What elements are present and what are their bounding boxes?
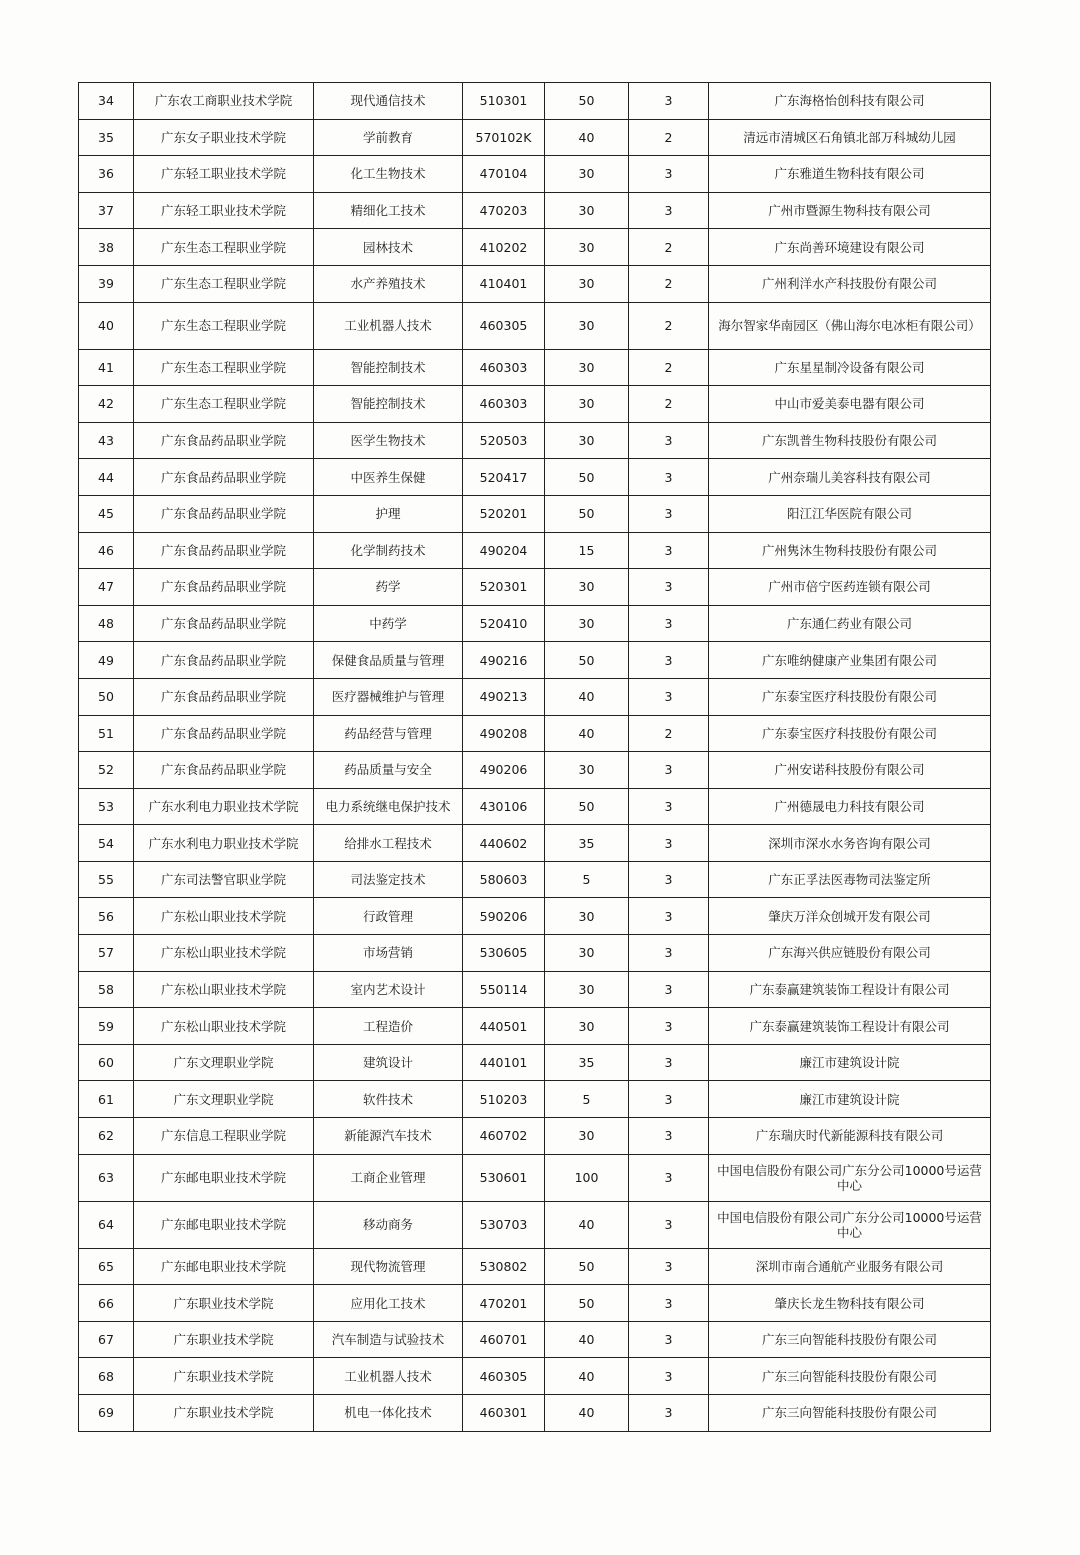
major-cell: 软件技术 xyxy=(314,1081,463,1118)
major-cell: 建筑设计 xyxy=(314,1044,463,1081)
enterprise-cell: 广东泰赢建筑装饰工程设计有限公司 xyxy=(709,971,991,1008)
duration-years-cell: 3 xyxy=(629,642,709,679)
row-number-cell: 42 xyxy=(79,386,134,423)
major-cell: 化学制药技术 xyxy=(314,532,463,569)
school-cell: 广东松山职业技术学院 xyxy=(134,1008,314,1045)
row-number-cell: 56 xyxy=(79,898,134,935)
enrollment-table xyxy=(78,82,991,1432)
major-cell: 药品质量与安全 xyxy=(314,752,463,789)
enrollment-count-cell: 30 xyxy=(545,1008,629,1045)
major-code-cell: 530601 xyxy=(463,1154,545,1201)
table-row xyxy=(79,1044,991,1081)
enterprise-cell: 深圳市南合通航产业服务有限公司 xyxy=(709,1248,991,1285)
table-row xyxy=(79,229,991,266)
major-cell: 智能控制技术 xyxy=(314,349,463,386)
major-code-cell: 460305 xyxy=(463,1358,545,1395)
duration-years-cell: 2 xyxy=(629,302,709,349)
school-cell: 广东食品药品职业学院 xyxy=(134,752,314,789)
major-cell: 园林技术 xyxy=(314,229,463,266)
table-row xyxy=(79,715,991,752)
duration-years-cell: 2 xyxy=(629,349,709,386)
table-row xyxy=(79,642,991,679)
major-cell: 中药学 xyxy=(314,605,463,642)
row-number-cell: 41 xyxy=(79,349,134,386)
major-cell: 水产养殖技术 xyxy=(314,265,463,302)
row-number-cell: 35 xyxy=(79,119,134,156)
major-code-cell: 490204 xyxy=(463,532,545,569)
duration-years-cell: 3 xyxy=(629,1248,709,1285)
enrollment-count-cell: 30 xyxy=(545,752,629,789)
row-number-cell: 48 xyxy=(79,605,134,642)
major-code-cell: 440501 xyxy=(463,1008,545,1045)
table-row xyxy=(79,422,991,459)
enrollment-count-cell: 50 xyxy=(545,459,629,496)
row-number-cell: 68 xyxy=(79,1358,134,1395)
duration-years-cell: 3 xyxy=(629,605,709,642)
row-number-cell: 51 xyxy=(79,715,134,752)
enrollment-count-cell: 30 xyxy=(545,349,629,386)
school-cell: 广东邮电职业技术学院 xyxy=(134,1154,314,1201)
enrollment-count-cell: 40 xyxy=(545,1201,629,1248)
school-cell: 广东松山职业技术学院 xyxy=(134,935,314,972)
enterprise-cell: 广东正孚法医毒物司法鉴定所 xyxy=(709,861,991,898)
major-code-cell: 520410 xyxy=(463,605,545,642)
row-number-cell: 50 xyxy=(79,678,134,715)
enrollment-count-cell: 50 xyxy=(545,83,629,120)
major-cell: 学前教育 xyxy=(314,119,463,156)
table-row xyxy=(79,532,991,569)
table-row xyxy=(79,1154,991,1201)
major-code-cell: 440101 xyxy=(463,1044,545,1081)
table-row xyxy=(79,1201,991,1248)
duration-years-cell: 3 xyxy=(629,569,709,606)
major-code-cell: 460702 xyxy=(463,1118,545,1155)
major-cell: 化工生物技术 xyxy=(314,156,463,193)
enrollment-count-cell: 30 xyxy=(545,302,629,349)
school-cell: 广东松山职业技术学院 xyxy=(134,898,314,935)
duration-years-cell: 2 xyxy=(629,386,709,423)
major-cell: 智能控制技术 xyxy=(314,386,463,423)
major-cell: 工业机器人技术 xyxy=(314,1358,463,1395)
school-cell: 广东松山职业技术学院 xyxy=(134,971,314,1008)
row-number-cell: 59 xyxy=(79,1008,134,1045)
duration-years-cell: 3 xyxy=(629,1358,709,1395)
table-row xyxy=(79,119,991,156)
enrollment-count-cell: 15 xyxy=(545,532,629,569)
school-cell: 广东轻工职业技术学院 xyxy=(134,192,314,229)
duration-years-cell: 3 xyxy=(629,83,709,120)
enterprise-cell: 海尔智家华南园区（佛山海尔电冰柜有限公司） xyxy=(709,302,991,349)
table-row xyxy=(79,1358,991,1395)
enrollment-count-cell: 5 xyxy=(545,861,629,898)
enterprise-cell: 广州安诺科技股份有限公司 xyxy=(709,752,991,789)
table-row xyxy=(79,1008,991,1045)
school-cell: 广东生态工程职业学院 xyxy=(134,386,314,423)
major-code-cell: 440602 xyxy=(463,825,545,862)
school-cell: 广东生态工程职业学院 xyxy=(134,349,314,386)
major-code-cell: 520503 xyxy=(463,422,545,459)
table-row xyxy=(79,788,991,825)
enrollment-count-cell: 30 xyxy=(545,971,629,1008)
table-row xyxy=(79,678,991,715)
school-cell: 广东职业技术学院 xyxy=(134,1358,314,1395)
table-row xyxy=(79,1395,991,1432)
table-row xyxy=(79,898,991,935)
table-row xyxy=(79,83,991,120)
enterprise-cell: 广东通仁药业有限公司 xyxy=(709,605,991,642)
enterprise-cell: 广州隽沐生物科技股份有限公司 xyxy=(709,532,991,569)
duration-years-cell: 3 xyxy=(629,788,709,825)
major-cell: 移动商务 xyxy=(314,1201,463,1248)
school-cell: 广东轻工职业技术学院 xyxy=(134,156,314,193)
enrollment-count-cell: 40 xyxy=(545,1395,629,1432)
school-cell: 广东职业技术学院 xyxy=(134,1285,314,1322)
major-cell: 给排水工程技术 xyxy=(314,825,463,862)
duration-years-cell: 3 xyxy=(629,971,709,1008)
duration-years-cell: 3 xyxy=(629,935,709,972)
major-code-cell: 410202 xyxy=(463,229,545,266)
enterprise-cell: 广东三向智能科技股份有限公司 xyxy=(709,1358,991,1395)
enterprise-cell: 肇庆万洋众创城开发有限公司 xyxy=(709,898,991,935)
table-row xyxy=(79,1321,991,1358)
major-code-cell: 460301 xyxy=(463,1395,545,1432)
enterprise-cell: 广东海兴供应链股份有限公司 xyxy=(709,935,991,972)
enrollment-count-cell: 30 xyxy=(545,229,629,266)
school-cell: 广东食品药品职业学院 xyxy=(134,459,314,496)
enterprise-cell: 广东三向智能科技股份有限公司 xyxy=(709,1395,991,1432)
school-cell: 广东食品药品职业学院 xyxy=(134,715,314,752)
enterprise-cell: 广州利洋水产科技股份有限公司 xyxy=(709,265,991,302)
table-row xyxy=(79,1081,991,1118)
duration-years-cell: 3 xyxy=(629,1044,709,1081)
enrollment-count-cell: 35 xyxy=(545,1044,629,1081)
major-cell: 室内艺术设计 xyxy=(314,971,463,1008)
table-row xyxy=(79,1248,991,1285)
enterprise-cell: 广东三向智能科技股份有限公司 xyxy=(709,1321,991,1358)
enrollment-count-cell: 30 xyxy=(545,605,629,642)
enterprise-cell: 广东海格怡创科技有限公司 xyxy=(709,83,991,120)
table-row xyxy=(79,825,991,862)
major-code-cell: 530703 xyxy=(463,1201,545,1248)
row-number-cell: 34 xyxy=(79,83,134,120)
enterprise-cell: 广州市倍宁医药连锁有限公司 xyxy=(709,569,991,606)
major-cell: 电力系统继电保护技术 xyxy=(314,788,463,825)
enrollment-count-cell: 50 xyxy=(545,642,629,679)
table-row xyxy=(79,569,991,606)
enrollment-count-cell: 30 xyxy=(545,422,629,459)
duration-years-cell: 3 xyxy=(629,825,709,862)
major-cell: 市场营销 xyxy=(314,935,463,972)
duration-years-cell: 3 xyxy=(629,1321,709,1358)
enterprise-cell: 广东星星制冷设备有限公司 xyxy=(709,349,991,386)
major-code-cell: 550114 xyxy=(463,971,545,1008)
duration-years-cell: 3 xyxy=(629,1285,709,1322)
enterprise-cell: 肇庆长龙生物科技有限公司 xyxy=(709,1285,991,1322)
enrollment-count-cell: 40 xyxy=(545,1321,629,1358)
table-row xyxy=(79,495,991,532)
major-code-cell: 470104 xyxy=(463,156,545,193)
enrollment-count-cell: 40 xyxy=(545,678,629,715)
school-cell: 广东食品药品职业学院 xyxy=(134,422,314,459)
row-number-cell: 52 xyxy=(79,752,134,789)
row-number-cell: 67 xyxy=(79,1321,134,1358)
major-code-cell: 520301 xyxy=(463,569,545,606)
major-code-cell: 530802 xyxy=(463,1248,545,1285)
major-cell: 现代通信技术 xyxy=(314,83,463,120)
school-cell: 广东邮电职业技术学院 xyxy=(134,1201,314,1248)
enrollment-count-cell: 50 xyxy=(545,1285,629,1322)
row-number-cell: 66 xyxy=(79,1285,134,1322)
row-number-cell: 39 xyxy=(79,265,134,302)
enrollment-count-cell: 30 xyxy=(545,192,629,229)
enrollment-count-cell: 30 xyxy=(545,265,629,302)
major-code-cell: 490216 xyxy=(463,642,545,679)
major-code-cell: 580603 xyxy=(463,861,545,898)
major-cell: 医学生物技术 xyxy=(314,422,463,459)
row-number-cell: 69 xyxy=(79,1395,134,1432)
enterprise-cell: 广东雅道生物科技有限公司 xyxy=(709,156,991,193)
school-cell: 广东食品药品职业学院 xyxy=(134,642,314,679)
enrollment-count-cell: 50 xyxy=(545,495,629,532)
table-row xyxy=(79,861,991,898)
enrollment-count-cell: 50 xyxy=(545,1248,629,1285)
enrollment-count-cell: 50 xyxy=(545,788,629,825)
table-row xyxy=(79,752,991,789)
row-number-cell: 57 xyxy=(79,935,134,972)
row-number-cell: 60 xyxy=(79,1044,134,1081)
enterprise-cell: 广东唯纳健康产业集团有限公司 xyxy=(709,642,991,679)
enrollment-count-cell: 30 xyxy=(545,1118,629,1155)
row-number-cell: 46 xyxy=(79,532,134,569)
duration-years-cell: 2 xyxy=(629,715,709,752)
row-number-cell: 55 xyxy=(79,861,134,898)
school-cell: 广东信息工程职业学院 xyxy=(134,1118,314,1155)
major-cell: 药品经营与管理 xyxy=(314,715,463,752)
enterprise-cell: 中国电信股份有限公司广东分公司10000号运营中心 xyxy=(709,1201,991,1248)
row-number-cell: 53 xyxy=(79,788,134,825)
enterprise-cell: 广东泰宝医疗科技股份有限公司 xyxy=(709,678,991,715)
school-cell: 广东生态工程职业学院 xyxy=(134,265,314,302)
major-cell: 司法鉴定技术 xyxy=(314,861,463,898)
enrollment-count-cell: 5 xyxy=(545,1081,629,1118)
enterprise-cell: 广州德晟电力科技有限公司 xyxy=(709,788,991,825)
school-cell: 广东食品药品职业学院 xyxy=(134,569,314,606)
duration-years-cell: 2 xyxy=(629,229,709,266)
enterprise-cell: 廉江市建筑设计院 xyxy=(709,1081,991,1118)
row-number-cell: 54 xyxy=(79,825,134,862)
row-number-cell: 49 xyxy=(79,642,134,679)
school-cell: 广东食品药品职业学院 xyxy=(134,605,314,642)
school-cell: 广东食品药品职业学院 xyxy=(134,532,314,569)
duration-years-cell: 3 xyxy=(629,156,709,193)
enterprise-cell: 广东瑞庆时代新能源科技有限公司 xyxy=(709,1118,991,1155)
duration-years-cell: 3 xyxy=(629,532,709,569)
duration-years-cell: 2 xyxy=(629,119,709,156)
enrollment-count-cell: 30 xyxy=(545,898,629,935)
table-row xyxy=(79,459,991,496)
duration-years-cell: 3 xyxy=(629,678,709,715)
row-number-cell: 40 xyxy=(79,302,134,349)
major-code-cell: 590206 xyxy=(463,898,545,935)
school-cell: 广东邮电职业技术学院 xyxy=(134,1248,314,1285)
major-code-cell: 530605 xyxy=(463,935,545,972)
duration-years-cell: 3 xyxy=(629,1395,709,1432)
row-number-cell: 44 xyxy=(79,459,134,496)
enrollment-count-cell: 100 xyxy=(545,1154,629,1201)
major-cell: 工业机器人技术 xyxy=(314,302,463,349)
enterprise-cell: 阳江江华医院有限公司 xyxy=(709,495,991,532)
major-code-cell: 460305 xyxy=(463,302,545,349)
major-code-cell: 470201 xyxy=(463,1285,545,1322)
major-code-cell: 410401 xyxy=(463,265,545,302)
table-row xyxy=(79,302,991,349)
table-row xyxy=(79,156,991,193)
duration-years-cell: 3 xyxy=(629,459,709,496)
school-cell: 广东职业技术学院 xyxy=(134,1321,314,1358)
table-row xyxy=(79,1285,991,1322)
row-number-cell: 43 xyxy=(79,422,134,459)
duration-years-cell: 3 xyxy=(629,1081,709,1118)
enrollment-count-cell: 30 xyxy=(545,156,629,193)
major-cell: 工商企业管理 xyxy=(314,1154,463,1201)
enrollment-count-cell: 35 xyxy=(545,825,629,862)
duration-years-cell: 3 xyxy=(629,422,709,459)
duration-years-cell: 3 xyxy=(629,1201,709,1248)
major-code-cell: 520417 xyxy=(463,459,545,496)
duration-years-cell: 3 xyxy=(629,495,709,532)
major-code-cell: 520201 xyxy=(463,495,545,532)
major-cell: 护理 xyxy=(314,495,463,532)
row-number-cell: 58 xyxy=(79,971,134,1008)
major-code-cell: 460303 xyxy=(463,349,545,386)
enterprise-cell: 广东尚善环境建设有限公司 xyxy=(709,229,991,266)
major-code-cell: 510301 xyxy=(463,83,545,120)
major-code-cell: 490213 xyxy=(463,678,545,715)
enrollment-count-cell: 30 xyxy=(545,386,629,423)
major-code-cell: 460701 xyxy=(463,1321,545,1358)
duration-years-cell: 3 xyxy=(629,752,709,789)
row-number-cell: 65 xyxy=(79,1248,134,1285)
row-number-cell: 36 xyxy=(79,156,134,193)
school-cell: 广东司法警官职业学院 xyxy=(134,861,314,898)
school-cell: 广东食品药品职业学院 xyxy=(134,495,314,532)
major-code-cell: 490208 xyxy=(463,715,545,752)
major-code-cell: 470203 xyxy=(463,192,545,229)
duration-years-cell: 3 xyxy=(629,1118,709,1155)
school-cell: 广东职业技术学院 xyxy=(134,1395,314,1432)
school-cell: 广东文理职业学院 xyxy=(134,1081,314,1118)
duration-years-cell: 3 xyxy=(629,898,709,935)
duration-years-cell: 3 xyxy=(629,1154,709,1201)
enterprise-cell: 广东泰宝医疗科技股份有限公司 xyxy=(709,715,991,752)
enterprise-cell: 廉江市建筑设计院 xyxy=(709,1044,991,1081)
enterprise-cell: 深圳市深水水务咨询有限公司 xyxy=(709,825,991,862)
table-row xyxy=(79,265,991,302)
major-cell: 应用化工技术 xyxy=(314,1285,463,1322)
table-row xyxy=(79,192,991,229)
school-cell: 广东食品药品职业学院 xyxy=(134,678,314,715)
row-number-cell: 61 xyxy=(79,1081,134,1118)
school-cell: 广东女子职业技术学院 xyxy=(134,119,314,156)
major-cell: 行政管理 xyxy=(314,898,463,935)
major-cell: 新能源汽车技术 xyxy=(314,1118,463,1155)
major-cell: 现代物流管理 xyxy=(314,1248,463,1285)
table-body xyxy=(79,83,991,1432)
school-cell: 广东文理职业学院 xyxy=(134,1044,314,1081)
enterprise-cell: 清远市清城区石角镇北部万科城幼儿园 xyxy=(709,119,991,156)
row-number-cell: 64 xyxy=(79,1201,134,1248)
school-cell: 广东水利电力职业技术学院 xyxy=(134,788,314,825)
major-code-cell: 490206 xyxy=(463,752,545,789)
table-row xyxy=(79,349,991,386)
major-cell: 工程造价 xyxy=(314,1008,463,1045)
enrollment-count-cell: 30 xyxy=(545,569,629,606)
school-cell: 广东生态工程职业学院 xyxy=(134,229,314,266)
enrollment-count-cell: 40 xyxy=(545,119,629,156)
table-row xyxy=(79,971,991,1008)
duration-years-cell: 3 xyxy=(629,1008,709,1045)
enterprise-cell: 中国电信股份有限公司广东分公司10000号运营中心 xyxy=(709,1154,991,1201)
school-cell: 广东水利电力职业技术学院 xyxy=(134,825,314,862)
major-cell: 保健食品质量与管理 xyxy=(314,642,463,679)
major-cell: 药学 xyxy=(314,569,463,606)
major-cell: 医疗器械维护与管理 xyxy=(314,678,463,715)
row-number-cell: 45 xyxy=(79,495,134,532)
enterprise-cell: 广东泰赢建筑装饰工程设计有限公司 xyxy=(709,1008,991,1045)
major-cell: 精细化工技术 xyxy=(314,192,463,229)
school-cell: 广东农工商职业技术学院 xyxy=(134,83,314,120)
row-number-cell: 47 xyxy=(79,569,134,606)
enrollment-count-cell: 40 xyxy=(545,715,629,752)
major-cell: 中医养生保健 xyxy=(314,459,463,496)
row-number-cell: 63 xyxy=(79,1154,134,1201)
row-number-cell: 62 xyxy=(79,1118,134,1155)
table-row xyxy=(79,935,991,972)
enrollment-count-cell: 30 xyxy=(545,935,629,972)
major-code-cell: 570102K xyxy=(463,119,545,156)
table-row xyxy=(79,605,991,642)
major-cell: 汽车制造与试验技术 xyxy=(314,1321,463,1358)
major-code-cell: 430106 xyxy=(463,788,545,825)
table-row xyxy=(79,1118,991,1155)
table-row xyxy=(79,386,991,423)
duration-years-cell: 3 xyxy=(629,861,709,898)
major-code-cell: 460303 xyxy=(463,386,545,423)
row-number-cell: 38 xyxy=(79,229,134,266)
major-code-cell: 510203 xyxy=(463,1081,545,1118)
duration-years-cell: 3 xyxy=(629,192,709,229)
school-cell: 广东生态工程职业学院 xyxy=(134,302,314,349)
enrollment-count-cell: 40 xyxy=(545,1358,629,1395)
enterprise-cell: 中山市爱美泰电器有限公司 xyxy=(709,386,991,423)
major-cell: 机电一体化技术 xyxy=(314,1395,463,1432)
row-number-cell: 37 xyxy=(79,192,134,229)
duration-years-cell: 2 xyxy=(629,265,709,302)
enterprise-cell: 广东凯普生物科技股份有限公司 xyxy=(709,422,991,459)
enterprise-cell: 广州奈瑞儿美容科技有限公司 xyxy=(709,459,991,496)
enterprise-cell: 广州市暨源生物科技有限公司 xyxy=(709,192,991,229)
